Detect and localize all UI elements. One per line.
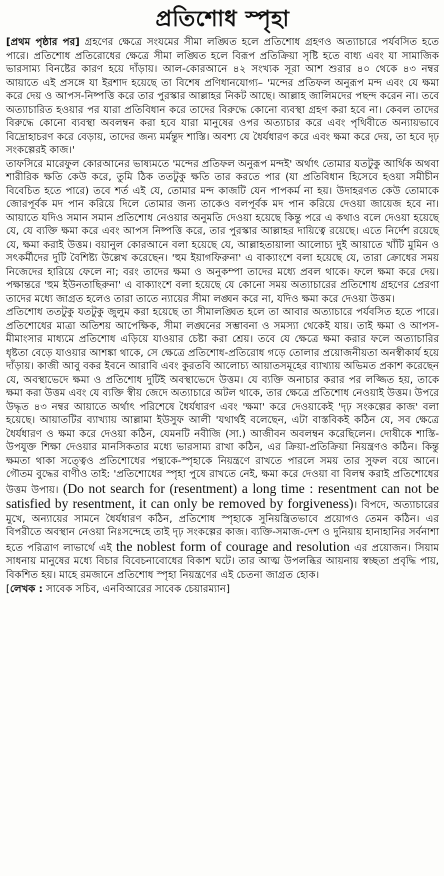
author-byline: [লেখক : সাবেক সচিব, এনবিআরের সাবেক চেয়ারম্যান] <box>6 584 230 595</box>
byline-text: সাবেক সচিব, এনবিআরের সাবেক চেয়ারম্যান] <box>42 584 230 595</box>
paragraph-text: । বিপদে, অত্যাচারের মুখে, অন্যায়ের সামনে ধৈর্যধারণ কঠিন, প্রতিশোধ স্পৃহাকে সুনিয়ন্ত্রিতভাবে প্রয়োগও তেমন কঠিন। এর বিপরীতে অবস্থান নেওয়া নিঃসন্দেহে তাই দৃঢ় সংকল্পের কাজ। ব্যক্তি-সমাজ-দেশ ও দুনিয়ায় হানাহানির সর্বনাশা হতে পরিত্রাণ লাভার্থে এই <box>6 500 439 554</box>
english-quote: (Do not search for (resentment) a long time : resentment can not be satisfied by resentment, it can only be removed by forgiveness) <box>6 480 439 511</box>
paragraph-text: এর প্রয়োজন। সিয়াম সাধনায় মানুষের মধ্যে বিচার বিবেচনাবোধের বিকাশ ঘটে। তার আত্ম উপলব্ধির আয়নায় স্বচ্ছতা প্রবৃদ্ধি পায়, বিকশিত হয়। মাহে রমজানে প্রতিশোধ স্পৃহা নিয়ন্ত্রণের এই চেতনা জাগ্রত হোক। <box>6 542 439 581</box>
paragraph-text: প্রতিশোধ ততটুকু যতটুকু জুলুম করা হয়েছে তা সীমালঙ্ঘিত হলে তা আবার অত্যাচারে পর্যবসিত হতে পারে। প্রতিশোধের মাত্রা অতিশয় আপেক্ষিক, সীমা লঙ্ঘনের সম্ভাবনা ও সমস্যা থেকেই যায়। তাই ক্ষমা ও আপস-মীমাংসার মাধ্যমে প্রতিশোধ এড়িয়ে যাওয়ার চেষ্টা করা শ্রেয়। তবে যে ক্ষেত্রে ক্ষমা করার ফলে অত্যাচারির ধৃষ্টতা বেড়ে যাওয়ার আশঙ্কা থাকে, সে ক্ষেত্রে প্রতিশোধ-প্রতিরোধ গড়ে তোলার প্রয়োজনীয়তা অনস্বীকার্য হয়ে দাঁড়ায়। কাজী আবু বকর ইবনে আরাবি এবং কুরতবি আলোচ্য আয়াতসমূহের ব্যাখ্যায় অভিমত প্রকাশ করেছেন যে, অবস্থাভেদে ক্ষমা ও প্রতিশোধ দুটিই অবস্থাভেদে উত্তম। যে ব্যক্তি অনাচার করার পর লজ্জিত হয়, তাকে ক্ষমা করা উত্তম এবং যে ব্যক্তি স্বীয় জেদে অত্যাচারে অটল থাকে, তার ক্ষেত্রে প্রতিশোধ নেওয়াই উত্তম। উপরে উদ্ধৃত ৪৩ নম্বর আয়াতে অর্থাৎ পরিশেষে ধৈর্যধারণ এবং 'ক্ষমা' করে দেওয়াকেই 'দৃঢ় সংকল্পের কাজ' বলা হয়েছে। আয়াতটির ব্যাখ্যায় আল্লামা ইউসুফ আলী 'যথার্থই বলেছেন, এটা বাস্তবিকই কঠিন যে, সব ক্ষেত্রে ধৈর্যধারণ ও ক্ষমা করে দেওয়া কঠিন, যেমনটি নবীজি (সা.) আজীবন অবলম্বন করেছিলেন। দোষীকে শাস্তি-উপযুক্ত শিক্ষা দেওয়ার মানসিকতার মধ্যে ভারসাম্য রাখা কঠিন, এর ক্রিয়া-প্রতিক্রিয়া নিয়ন্ত্রণও কঠিন। কিন্তু ক্ষমতা থাকা সত্ত্বেও প্রতিশোধের পন্থাকে-স্পৃহাকে নিয়ন্ত্রণে রাখতে পারলে সময় তার সুফল বয়ে আনে। গৌতম বুদ্ধের বাণীও তাই: 'প্রতিশোধের স্পৃহা পুষে রাখতে নেই, ক্ষমা করে দেওয়া বা বিলম্ব করাই প্রতিশোধের উত্তম উপায়। <box>6 307 440 496</box>
continuation-marker: [প্রথম পৃষ্ঠার পর] <box>6 37 80 48</box>
paragraph-text: গ্রহণের ক্ষেত্রে সংযমের সীমা লঙ্ঘিত হলে প্রতিশোধ গ্রহণও অত্যাচারে পর্যবসিত হতে পারে। প্রতিশোধ প্রতিরোধের ক্ষেত্রে সীমা লঙ্ঘিত হলে বিরূপ প্রতিক্রিয়া সৃষ্টি হতে বাধ্য এবং যা সামাজিক ভারসাম্য বিনষ্টের কারণ হয়ে দাঁড়ায়। আল-কোরআনে ৪২ সংখ্যক সূরা আশ শুরার ৪০ থেকে ৪৩ নম্বর আয়াতে এই প্রসঙ্গে যা ইরশাদ হয়েছে তা বিশেষ প্রণিধানযোগ্য– 'মন্দের প্রতিফল অনুরূপ মন্দ এবং যে ক্ষমা করে দেয় ও আপস-নিষ্পত্তি করে তার পুরস্কার আল্লাহর নিকট আছে। আল্লাহ জালিমদের পছন্দ করেন না। তবে অত্যাচারিত হওয়ার পর যারা প্রতিবিধান করে তাদের বিরুদ্ধে কোনো ব্যবস্থা গ্রহণ করা হবে না। কেবল তাদের বিরুদ্ধে কোনো ব্যবস্থা অবলম্বন করা হবে যারা মানুষের ওপর অত্যাচার করে এবং পৃথিবীতে অন্যায়ভাবে বিদ্রোহাচরণ করে বেড়ায়, তাদের জন্য মর্মন্তুদ শাস্তি। অবশ্য যে ধৈর্যধারণ করে এবং ক্ষমা করে দেয়, তা হবে দৃঢ় সংকল্পেরই কাজ।' <box>6 37 439 156</box>
article-body <box>6 36 439 597</box>
paragraph-text: তাফসিরে মারেফুল কোরআনের ভাষ্যমতে 'মন্দের প্রতিফল অনুরূপ মন্দই' অর্থাৎ তোমার যতটুকু আর্থিক অথবা শারীরিক ক্ষতি কেউ করে, তুমি ঠিক ততটুকু ক্ষতি তার করতে পার (যা প্রতিবিধান হিসেবে হওয়া সমীচীন বিবেচিত হতে পারে) তবে শর্ত এই যে, তোমার মন্দ কাজটি যেন পাপকর্ম না হয়। উদাহরণত কেউ তোমাকে জোরপূর্বক মদ পান করিয়ে দিলে তোমার জন্য তাকেও বলপূর্বক মদ পান করিয়ে দেওয়া জায়েজ হবে না। আয়াতে যদিও সমান সমান প্রতিশোধ নেওয়ার অনুমতি দেওয়া হয়েছে কিন্তু পরে এ কথাও বলে দেওয়া হয়েছে যে, যে ব্যক্তি ক্ষমা করে এবং আপস নিষ্পত্তি করে, তার পুরস্কার আল্লাহর দায়িত্বে রয়েছে। এতে নির্দেশ রয়েছে যে, ক্ষমা করাই উত্তম। বয়ানুল কোরআনে বলা হয়েছে যে, আল্লাহতায়ালা আলোচ্য দুই আয়াতে খাঁটি মুমিন ও সৎকর্মীদের দুটি বৈশিষ্ট্য উল্লেখ করেছেন। 'হুম ইয়াগফিরুনা' এ বাক্যাংশে বলা হয়েছে যে, তারা ক্রোধের সময় নিজেদের হারিয়ে ফেলে না; বরং তাদের ক্ষমা ও অনুকম্পা তাদের মধ্যে প্রবল থাকে। ফলে ক্ষমা করে দেয়। পক্ষান্তরে 'হুম ইউনতাছিরুনা' এ বাক্যাংশে বলা হয়েছে যে কোনো সময় অত্যাচারের প্রতিশোধ গ্রহণের প্রেরণা তাদের মধ্যে জাগ্রত হলেও তারা তাতে ন্যায়ের সীমা লঙ্ঘন করে না, যদিও ক্ষমা করে দেওয়া উত্তম। <box>6 158 439 305</box>
byline-label: লেখক : <box>9 584 43 595</box>
article-paragraph <box>6 36 439 158</box>
article-paragraph <box>6 158 439 307</box>
article-title: প্রতিশোধ স্পৃহা <box>155 7 290 32</box>
article-paragraph <box>6 306 439 582</box>
english-phrase: the noblest form of courage and resolution <box>116 538 350 554</box>
